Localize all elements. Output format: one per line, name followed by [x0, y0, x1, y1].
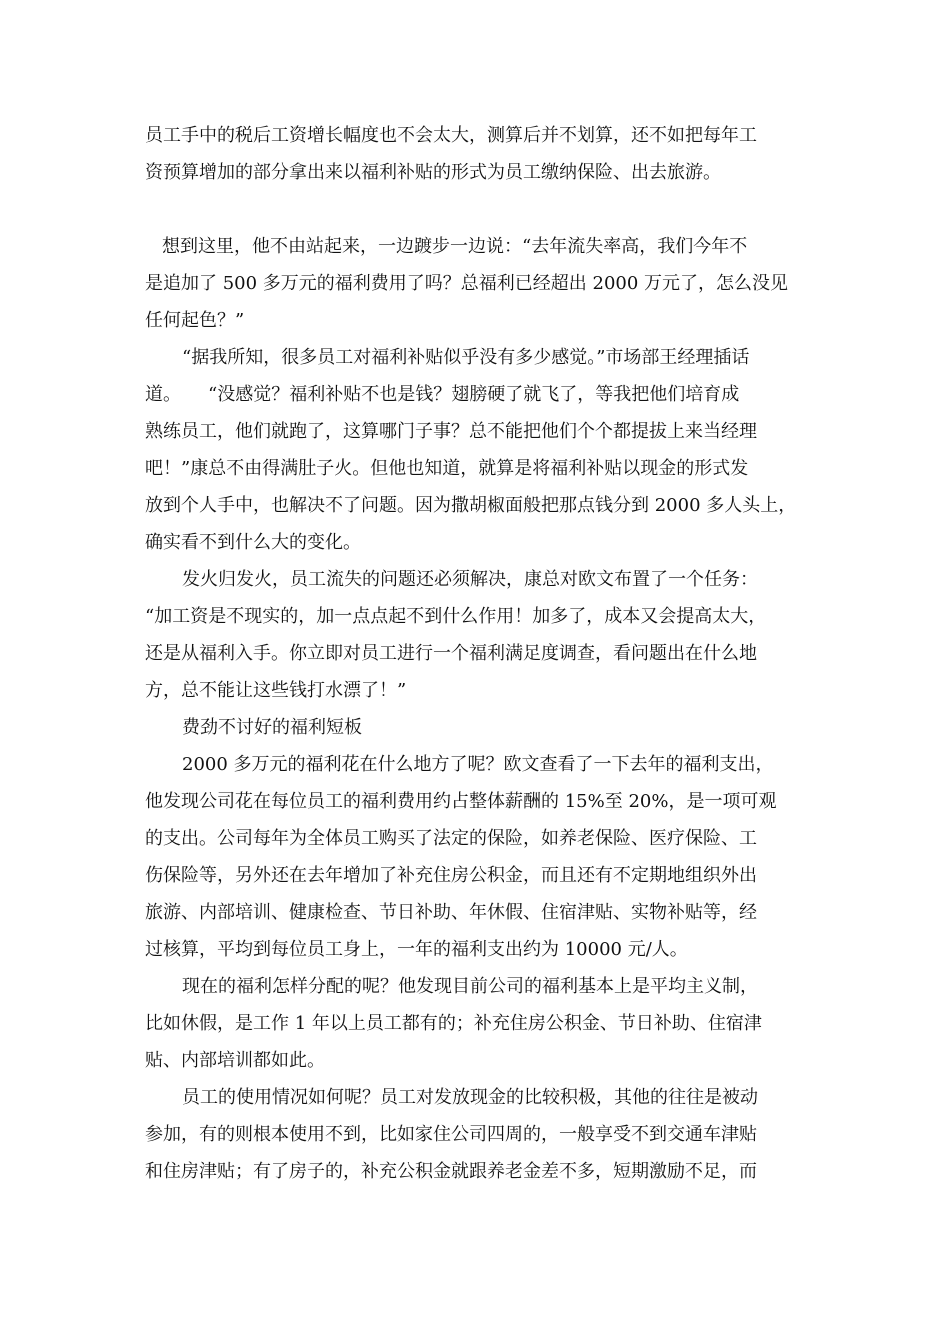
text-line: “加工资是不现实的，加一点点起不到什么作用！加多了，成本又会提高太大， — [145, 606, 767, 627]
text-line: 想到这里，他不由站起来，一边踱步一边说：“去年流失率高，我们今年不 — [162, 236, 748, 257]
text-line: 他发现公司花在每位员工的福利费用约占整体薪酬的 15%至 20%，是一项可观 — [145, 791, 777, 812]
text-line: 过核算，平均到每位员工身上，一年的福利支出约为 10000 元/人。 — [145, 939, 688, 960]
text-line: 任何起色？” — [145, 310, 245, 331]
text-line: 道。 “没感觉？福利补贴不也是钱？翅膀硬了就飞了，等我把他们培育成 — [145, 384, 740, 405]
text-line: 熟练员工，他们就跑了，这算哪门子事？总不能把他们个个都提拔上来当经理 — [145, 421, 757, 442]
text-line: 吧！”康总不由得满肚子火。但他也知道，就算是将福利补贴以现金的形式发 — [145, 458, 749, 479]
text-line: 参加，有的则根本使用不到，比如家住公司四周的，一般享受不到交通车津贴 — [145, 1124, 757, 1145]
text-line: 确实看不到什么大的变化。 — [145, 532, 361, 553]
text-line: 的支出。公司每年为全体员工购买了法定的保险，如养老保险、医疗保险、工 — [145, 828, 757, 849]
text-line: 比如休假，是工作 1 年以上员工都有的；补充住房公积金、节日补助、住宿津 — [145, 1013, 762, 1034]
text-line: “据我所知，很多员工对福利补贴似乎没有多少感觉。”市场部王经理插话 — [182, 347, 750, 368]
text-line: 方，总不能让这些钱打水漂了！” — [145, 680, 407, 701]
text-line: 资预算增加的部分拿出来以福利补贴的形式为员工缴纳保险、出去旅游。 — [145, 162, 721, 183]
section-heading: 费劲不讨好的福利短板 — [182, 717, 362, 738]
text-line: 伤保险等，另外还在去年增加了补充住房公积金，而且还有不定期地组织外出 — [145, 865, 757, 886]
text-line: 2000 多万元的福利花在什么地方了呢？欧文查看了一下去年的福利支出， — [182, 754, 774, 775]
text-line: 发火归发火，员工流失的问题还必须解决，康总对欧文布置了一个任务： — [182, 569, 758, 590]
text-line: 贴、内部培训都如此。 — [145, 1050, 325, 1071]
text-line: 还是从福利入手。你立即对员工进行一个福利满足度调查，看问题出在什么地 — [145, 643, 757, 664]
text-line: 是追加了 500 多万元的福利费用了吗？总福利已经超出 2000 万元了，怎么没见 — [145, 273, 789, 294]
text-line: 员工的使用情况如何呢？员工对发放现金的比较积极，其他的往往是被动 — [182, 1087, 758, 1108]
text-line: 现在的福利怎样分配的呢？他发现目前公司的福利基本上是平均主义制， — [182, 976, 758, 997]
text-line: 旅游、内部培训、健康检查、节日补助、年休假、住宿津贴、实物补贴等，经 — [145, 902, 757, 923]
text-line: 员工手中的税后工资增长幅度也不会太大，测算后并不划算，还不如把每年工 — [145, 125, 757, 146]
text-line: 和住房津贴；有了房子的，补充公积金就跟养老金差不多，短期激励不足，而 — [145, 1161, 757, 1182]
text-line: 放到个人手中，也解决不了问题。因为撒胡椒面般把那点钱分到 2000 多人头上， — [145, 495, 797, 516]
